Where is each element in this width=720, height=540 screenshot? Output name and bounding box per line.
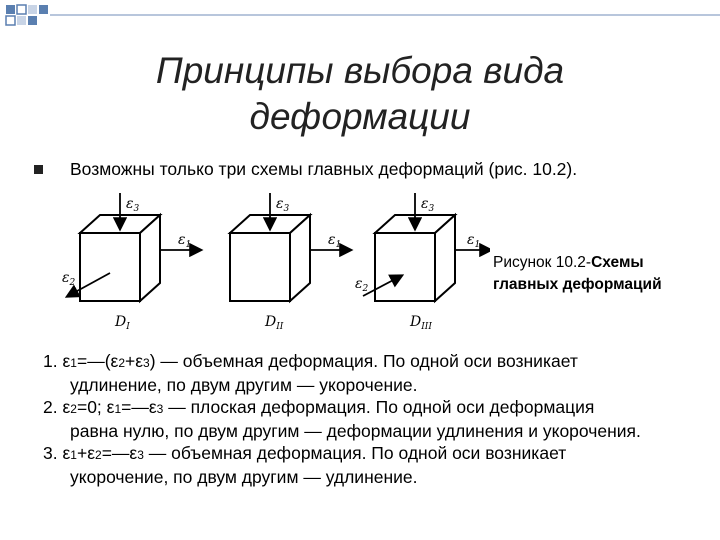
title-line-2: деформации — [249, 96, 471, 137]
caption-bold-2: главных деформаций — [493, 276, 662, 293]
cube-d1-e2-label: $\varepsilon_2$ — [62, 270, 76, 288]
cube-d3-label: $D_{III}$ — [410, 314, 432, 332]
figure-caption — [493, 252, 662, 296]
cube-d2-e1-label: $\varepsilon_1$ — [328, 232, 342, 250]
cube-d2 — [230, 193, 350, 332]
deformation-list — [43, 350, 703, 488]
bullet-square-icon — [34, 165, 43, 174]
corner-decoration — [0, 0, 720, 40]
cube-d2-label: $D_{II}$ — [265, 314, 284, 332]
intro-text: Возможны только три схемы главных деформаций (рис. 10.2). — [70, 159, 578, 179]
cube-d2-e3-label: $\varepsilon_3$ — [276, 196, 290, 214]
cube-d3-e1-label: $\varepsilon_1$ — [467, 232, 481, 250]
strain-schemes-figure — [50, 188, 490, 338]
caption-prefix: Рисунок 10.2- — [493, 254, 592, 271]
list-item: 2. ε2=0; ε1=—ε3 — плоская деформация. По одной оси деформация равна нулю, по двум другим — деформации удлинения и укорочения. — [43, 397, 641, 441]
title-line-1: Принципы выбора вида — [155, 50, 565, 91]
cube-d1-e1-label: $\varepsilon_1$ — [178, 232, 192, 250]
cube-d3-e2-label: $\varepsilon_2$ — [355, 276, 369, 294]
cube-d1-label: $D_I$ — [115, 314, 130, 332]
cube-d3-e3-label: $\varepsilon_3$ — [421, 196, 435, 214]
list-item: 3. ε1+ε2=—ε3 — объемная деформация. По одной оси возникает укорочение, по двум другим — удлинение. — [43, 443, 567, 487]
list-item: 1. ε1=—(ε2+ε3) — объемная деформация. По одной оси возникает удлинение, по двум другим — укорочение. — [43, 351, 578, 395]
cube-d1 — [62, 193, 200, 332]
caption-bold-1: Схемы — [591, 254, 644, 271]
cube-d1-e3-label: $\varepsilon_3$ — [126, 196, 140, 214]
slide-title — [0, 48, 720, 140]
cube-d3 — [355, 193, 490, 332]
